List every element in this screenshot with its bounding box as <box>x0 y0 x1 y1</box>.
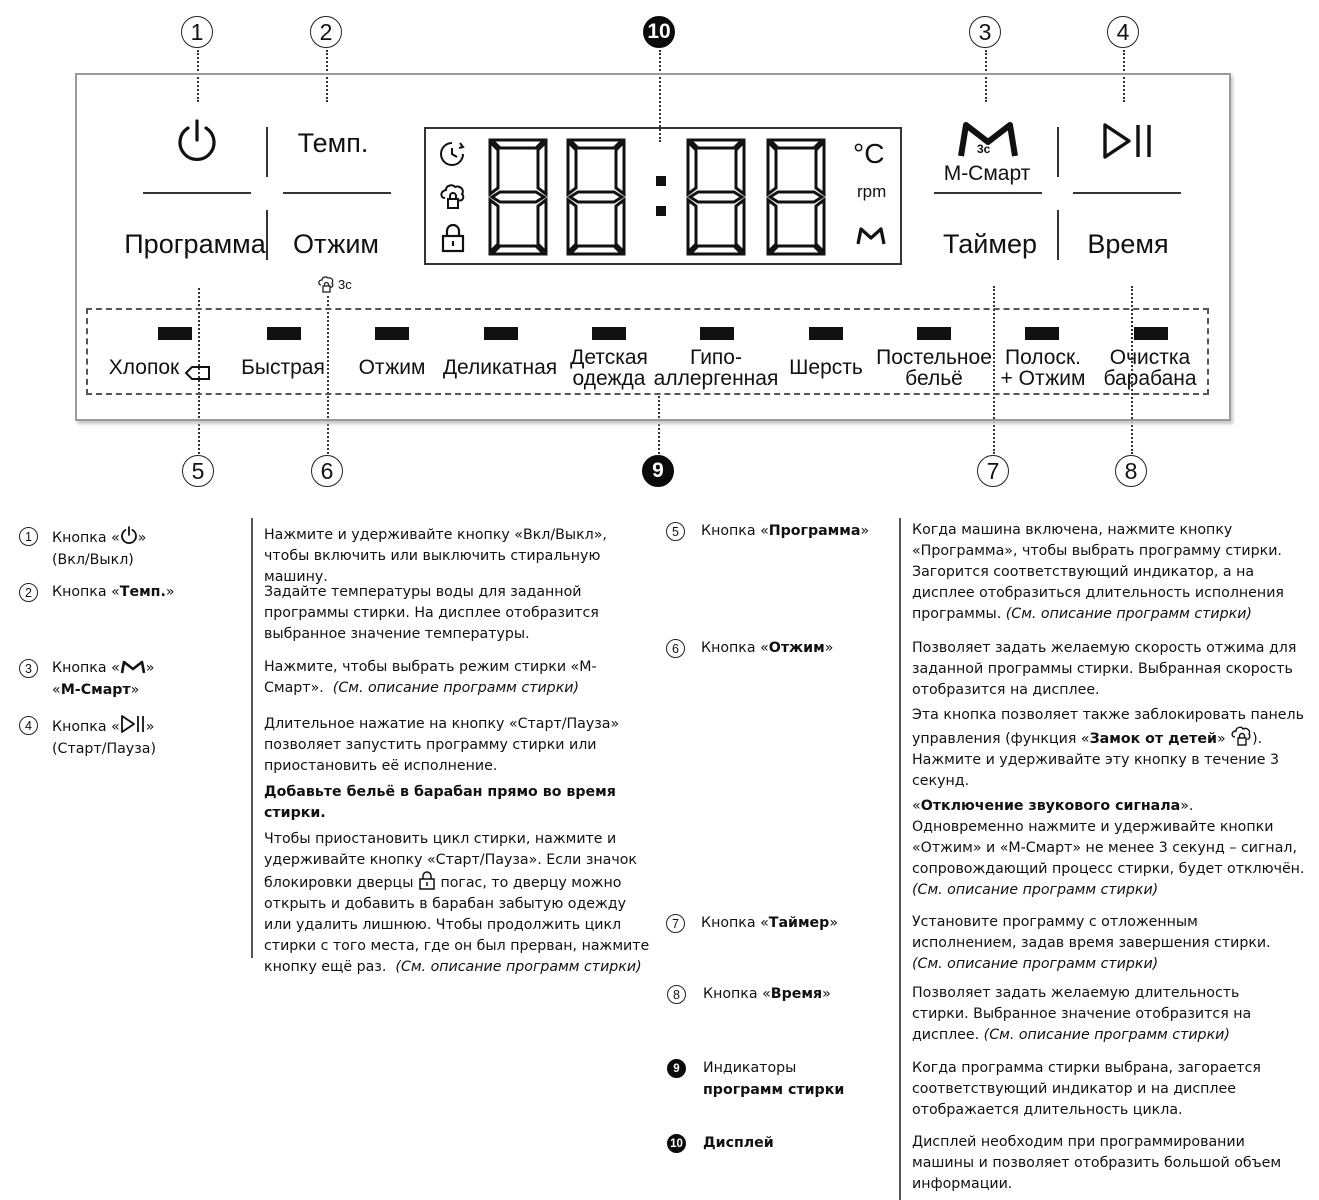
callout-2: 2 <box>310 16 342 48</box>
start-pause-icon[interactable] <box>1101 121 1155 161</box>
door-lock-icon <box>440 223 466 253</box>
time-button[interactable]: Время <box>1087 229 1169 259</box>
callout-3: 3 <box>969 16 1001 48</box>
callout-1: 1 <box>181 16 213 48</box>
program-delicate: Деликатная <box>442 356 558 379</box>
desc-name-temp: Кнопка «Темп.» <box>52 584 175 600</box>
desc-name-msmart: Кнопка « » «М-Смарт» <box>52 660 155 698</box>
divider-right-v1 <box>1057 127 1059 177</box>
child-lock-display-icon <box>438 183 466 211</box>
led-kids <box>592 327 626 340</box>
cotton-mark-icon <box>184 364 212 382</box>
desc-number-3: 3 <box>19 659 38 678</box>
child-lock-small-icon <box>1230 726 1252 746</box>
led-bedding <box>917 327 951 340</box>
desc-number-7: 7 <box>666 914 685 933</box>
desc-name-program: Кнопка «Программа» <box>701 523 870 539</box>
program-drum-clean: Очистка барабана <box>1103 346 1197 390</box>
desc-number-8: 8 <box>667 985 686 1004</box>
desc-text-start-pause: Длительное нажатие на кнопку «Старт/Пауза» позволяет запустить программу стирки или приостановить её исполнение. Добавьте бельё в барабан прямо во время стирки. Чтобы приостановить цикл стирки, нажмите и удерживайте кнопку «Старт/Пауза». Если значок блокировки дверцы погас, то дверцу можно открыть и добавить в барабан забытую одежду или удалить лишнюю. Чтобы продолжить цикл стирки с того места, где он был прерван, нажмите кнопку ещё раз. (См. описание программ стирки) <box>264 716 650 975</box>
power-icon[interactable] <box>175 118 219 164</box>
desc-number-10: 10 <box>667 1134 686 1153</box>
program-wool: Шерсть <box>789 356 863 379</box>
desc-text-program: Когда машина включена, нажмите кнопку «Программа», чтобы выбрать программу стирки. Загорится соответствующий индикатор, а на дисплее отобразиться длительность исполнения программы. (См. описание программ стирки) <box>912 522 1284 622</box>
desc-name-time: Кнопка «Время» <box>703 986 831 1002</box>
celsius-unit: °C <box>853 138 885 169</box>
desc-text-indicators: Когда программа стирки выбрана, загорается соответствующий индикатор и на дисплее отображается длительность цикла. <box>912 1060 1261 1118</box>
separator-left <box>251 518 253 958</box>
led-quick <box>267 327 301 340</box>
callout-8: 8 <box>1115 455 1147 487</box>
desc-name-indicators: Индикаторы программ стирки <box>703 1060 845 1098</box>
timer-button[interactable]: Таймер <box>943 229 1037 259</box>
program-button[interactable]: Программа <box>124 229 266 259</box>
program-bedding: Постельное бельё <box>876 346 992 390</box>
led-hypo <box>700 327 734 340</box>
desc-name-timer: Кнопка «Таймер» <box>701 915 839 931</box>
spin-button[interactable]: Отжим <box>293 229 379 259</box>
desc-text-power: Нажмите и удерживайте кнопку «Вкл/Выкл», чтобы включить или выключить стиральную машину. <box>264 527 607 585</box>
led-drum-clean <box>1134 327 1168 340</box>
divider-right-h1 <box>934 192 1042 194</box>
program-quick: Быстрая <box>241 356 325 379</box>
program-hypo: Гипо- аллергенная <box>653 346 779 390</box>
display-digits <box>484 134 844 258</box>
child-lock-hint: 3с <box>338 277 352 292</box>
desc-name-start-pause: Кнопка « » (Старт/Пауза) <box>52 714 156 760</box>
led-delicate <box>484 327 518 340</box>
divider-left-v1 <box>266 127 268 177</box>
desc-number-9: 9 <box>667 1059 686 1078</box>
desc-number-4: 4 <box>19 716 38 735</box>
temp-button[interactable]: Темп. <box>297 128 369 158</box>
callout-7: 7 <box>977 455 1009 487</box>
divider-left-h1 <box>143 192 251 194</box>
desc-text-msmart: Нажмите, чтобы выбрать режим стирки «М-Смарт». (См. описание программ стирки) <box>264 659 597 696</box>
led-cotton <box>158 327 192 340</box>
program-cotton: Хлопок <box>108 356 180 379</box>
callout-4: 4 <box>1107 16 1139 48</box>
desc-number-2: 2 <box>19 583 38 602</box>
timer-icon <box>438 140 466 168</box>
divider-left-v2 <box>266 210 268 260</box>
divider-left-h2 <box>283 192 391 194</box>
desc-number-1: 1 <box>19 527 38 546</box>
msmart-button[interactable]: М-Смарт <box>943 162 1031 185</box>
msmart-display-icon <box>856 226 886 246</box>
desc-name-power: Кнопка « » (Вкл/Выкл) <box>52 525 146 571</box>
desc-number-5: 5 <box>666 522 685 541</box>
divider-right-h2 <box>1073 192 1181 194</box>
program-spin: Отжим <box>358 356 426 379</box>
led-wool <box>809 327 843 340</box>
rpm-unit: rpm <box>857 182 887 201</box>
callout-5: 5 <box>182 455 214 487</box>
callout-9: 9 <box>642 455 674 487</box>
desc-name-display: Дисплей <box>703 1135 774 1151</box>
desc-name-spin: Кнопка «Отжим» <box>701 640 834 656</box>
door-lock-small-icon <box>418 871 436 890</box>
desc-text-timer: Установите программу с отложенным исполнением, задав время завершения стирки. (См. описание программ стирки) <box>912 914 1271 972</box>
separator-right <box>899 518 901 1200</box>
child-lock-icon <box>317 276 335 294</box>
desc-text-temp: Задайте температуры воды для заданной программы стирки. На дисплее отобразится выбранное значение температуры. <box>264 584 599 642</box>
desc-text-spin: Позволяет задать желаемую скорость отжима для заданной программы стирки. Выбранная скорость отобразится на дисплее. Эта кнопка позволяет также заблокировать панель управления (функция «Замок от детей» ). Нажмите и удерживайте эту кнопку в течение 3 секунд. «Отключение звукового сигнала». Одновременно нажмите и удерживайте кнопки «Отжим» и «М-Смарт» не менее 3 секунд – сигнал, сопровождающий процесс стирки, будет отключён. (См. описание программ стирки) <box>912 640 1305 898</box>
desc-text-display: Дисплей необходим при программировании машины и позволяет отобразить большой объем информации. <box>912 1134 1282 1192</box>
program-rinse-spin: Полоск. + Отжим <box>1000 346 1086 390</box>
power-small-icon <box>120 525 138 545</box>
led-spin <box>375 327 409 340</box>
desc-text-time: Позволяет задать желаемую длительность стирки. Выбранное значение отобразится на дисплее. (См. описание программ стирки) <box>912 985 1252 1043</box>
msmart-small-icon <box>120 659 146 675</box>
callout-6: 6 <box>311 455 343 487</box>
start-pause-small-icon <box>120 714 146 734</box>
msmart-badge: 3с <box>977 142 991 156</box>
desc-number-6: 6 <box>666 639 685 658</box>
callout-10: 10 <box>643 16 675 48</box>
divider-right-v2 <box>1057 210 1059 260</box>
program-kids: Детская одежда <box>570 346 648 390</box>
led-rinse <box>1025 327 1059 340</box>
